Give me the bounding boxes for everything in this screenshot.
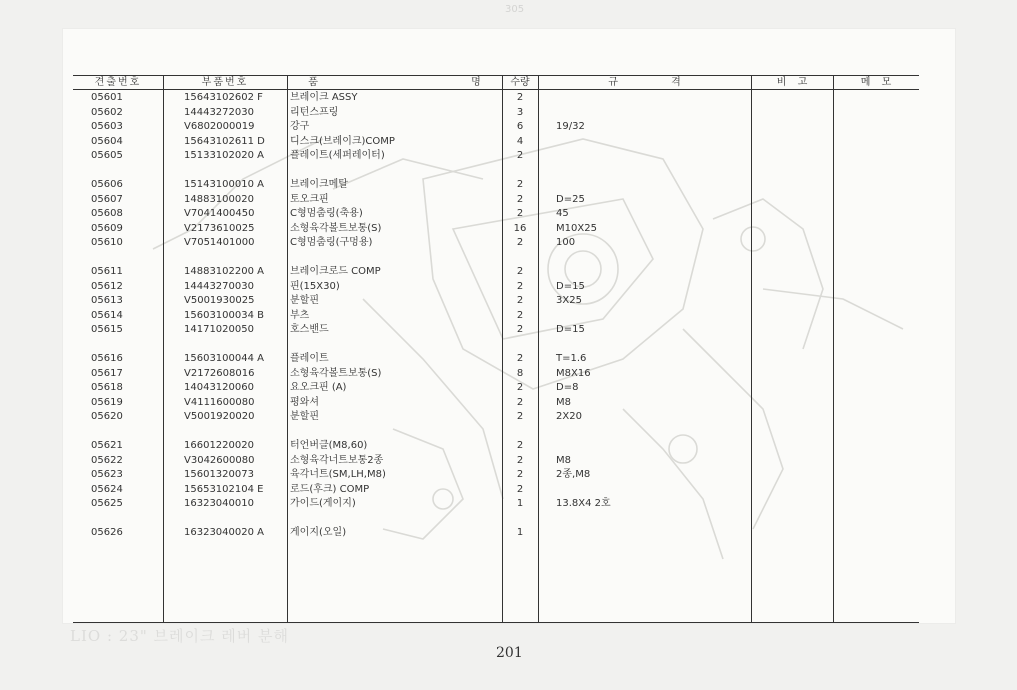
item-number: 05619 [91,396,123,408]
part-number: 15143100010 A [184,179,265,190]
item-number: 05614 [91,309,123,321]
table-row [73,178,919,192]
header-memo: 메 모 [860,77,892,88]
part-number: 16323040020 A [184,527,265,538]
part-number: 14883100020 [184,193,254,205]
part-number: 15601320073 [184,469,254,480]
part-name: 로드(후크) COMP [290,483,370,495]
part-name: 소형육각볼트보통(S) [290,222,382,234]
specification: M8X16 [556,367,591,379]
specification: 3X25 [556,295,582,306]
part-name: 토오크핀 [290,193,329,205]
specification: D=25 [556,193,585,205]
part-number: 16323040010 [184,498,254,509]
table-row [73,120,919,134]
item-number: 05615 [91,324,123,335]
item-number: 05609 [91,222,123,234]
item-number: 05622 [91,454,123,466]
parts-table [73,75,919,623]
quantity: 2 [516,324,524,335]
table-row [73,468,919,482]
faded-page-number: 305 [505,4,525,15]
item-number: 05611 [91,266,123,277]
quantity: 2 [516,411,524,422]
part-name: 터언버클(M8,60) [290,440,368,451]
quantity: 1 [516,527,524,538]
item-number: 05601 [91,92,123,103]
item-number: 05613 [91,295,123,306]
item-number: 05625 [91,498,123,509]
item-number: 05604 [91,135,123,147]
part-name: 육각너트(SM,LH,M8) [290,469,386,480]
quantity: 2 [516,237,524,248]
header-number: 견출번호 [94,77,142,88]
part-name: 플레이트(세퍼레이터) [290,150,385,161]
table-row [73,294,919,308]
specification: D=8 [556,382,579,393]
item-number: 05620 [91,411,123,422]
header-separator [73,89,919,90]
table-row [73,367,919,381]
quantity: 2 [516,266,524,277]
item-number: 05606 [91,179,123,190]
specification: 2X20 [556,411,582,422]
table-row [73,410,919,424]
quantity: 2 [516,179,524,190]
part-number: 15643102611 D [184,135,265,147]
table-row [73,135,919,149]
part-name: 평와셔 [290,396,319,408]
item-number: 05624 [91,483,123,495]
table-row [73,193,919,207]
item-number: 05623 [91,469,123,480]
table-row [73,265,919,279]
part-number: 15133102020 A [184,150,265,161]
table-row [73,309,919,323]
table-row [73,381,919,395]
quantity: 2 [516,92,524,103]
table-row [73,352,919,366]
part-number: 15603100044 A [184,353,265,364]
part-number: 15603100034 B [184,309,265,321]
specification: 2종,M8 [556,469,591,480]
specification: M8 [556,454,571,466]
quantity: 2 [516,440,524,451]
item-number: 05608 [91,208,123,219]
table-row [73,106,919,120]
header-part-name: 품 명 [308,77,481,88]
table-row [73,207,919,221]
specification: D=15 [556,280,585,292]
part-number: V3042600080 [184,454,255,466]
part-name: 브레이크 ASSY [290,92,358,103]
item-number: 05617 [91,367,123,379]
quantity: 3 [516,106,524,118]
part-number: V4111600080 [184,396,255,408]
quantity: 2 [516,295,524,306]
part-name: 플레이트 [290,353,329,364]
header-part-number: 부품번호 [201,77,249,88]
table-row [73,396,919,410]
header-remark: 비 고 [776,77,808,88]
table-row [73,323,919,337]
part-name: 분할핀 [290,411,319,422]
part-name: 요오크핀 (A) [290,382,347,393]
table-row [73,526,919,540]
quantity: 2 [516,280,524,292]
part-name: 가이드(게이지) [290,498,356,509]
item-number: 05621 [91,440,123,451]
item-number: 05603 [91,121,123,132]
item-number: 05605 [91,150,123,161]
part-number: V5001920020 [184,411,255,422]
part-number: V2172608016 [184,367,255,379]
specification: M10X25 [556,222,597,234]
quantity: 2 [516,469,524,480]
item-number: 05616 [91,353,123,364]
part-name: C형멈춤링(구멍용) [290,237,373,248]
page-number: 201 [496,645,523,661]
part-name: 호스밴드 [290,324,329,335]
item-number: 05618 [91,382,123,393]
part-name: 디스크(브레이크)COMP [290,135,395,147]
header-quantity: 수량 [510,77,530,88]
quantity: 2 [516,208,524,219]
table-row [73,454,919,468]
quantity: 2 [516,483,524,495]
item-number: 05626 [91,527,123,538]
part-number: 16601220020 [184,440,254,451]
part-name: 소형육각너트보통2종 [290,454,384,466]
table-bottom-border [73,622,919,623]
quantity: 6 [516,121,524,132]
part-number: V2173610025 [184,222,255,234]
part-name: 소형육각볼트보통(S) [290,367,382,379]
part-number: 14443272030 [184,106,254,118]
part-number: V7041400450 [184,208,255,219]
table-row [73,280,919,294]
quantity: 8 [516,367,524,379]
quantity: 2 [516,150,524,161]
quantity: 2 [516,382,524,393]
item-number: 05607 [91,193,123,205]
table-row [73,91,919,105]
part-number: 15653102104 E [184,483,264,495]
quantity: 2 [516,396,524,408]
part-number: 14043120060 [184,382,254,393]
table-row [73,483,919,497]
faded-caption: LIO : 23" 브레이크 레버 분해 [70,627,289,645]
quantity: 4 [516,135,524,147]
quantity: 16 [513,222,527,234]
part-number: V6802000019 [184,121,255,132]
part-number: V5001930025 [184,295,255,306]
specification: M8 [556,396,571,408]
part-number: 14171020050 [184,324,254,335]
item-number: 05612 [91,280,123,292]
specification: D=15 [556,324,585,335]
part-number: 14883102200 A [184,266,265,277]
header-spec: 규 격 [608,77,681,88]
part-name: 브레이크로드 COMP [290,266,381,277]
table-row [73,222,919,236]
specification: T=1.6 [556,353,587,364]
specification: 13.8X4 2호 [556,498,611,509]
part-name: 브레이크메탈 [290,179,348,190]
part-name: 게이지(오일) [290,527,347,538]
table-row [73,439,919,453]
part-name: 부츠 [290,309,310,321]
part-name: C형멈춤링(축용) [290,208,363,219]
quantity: 2 [516,309,524,321]
part-name: 강구 [290,121,310,132]
quantity: 1 [516,498,524,509]
table-row [73,149,919,163]
quantity: 2 [516,353,524,364]
part-number: V7051401000 [184,237,255,248]
part-number: 15643102602 F [184,92,263,103]
part-name: 리턴스프링 [290,106,339,118]
specification: 45 [556,208,569,219]
part-name: 핀(15X30) [290,280,340,292]
specification: 100 [556,237,576,248]
quantity: 2 [516,454,524,466]
table-row [73,497,919,511]
item-number: 05602 [91,106,123,118]
table-row [73,236,919,250]
item-number: 05610 [91,237,123,248]
quantity: 2 [516,193,524,205]
part-number: 14443270030 [184,280,254,292]
specification: 19/32 [556,121,585,132]
part-name: 분할핀 [290,295,319,306]
